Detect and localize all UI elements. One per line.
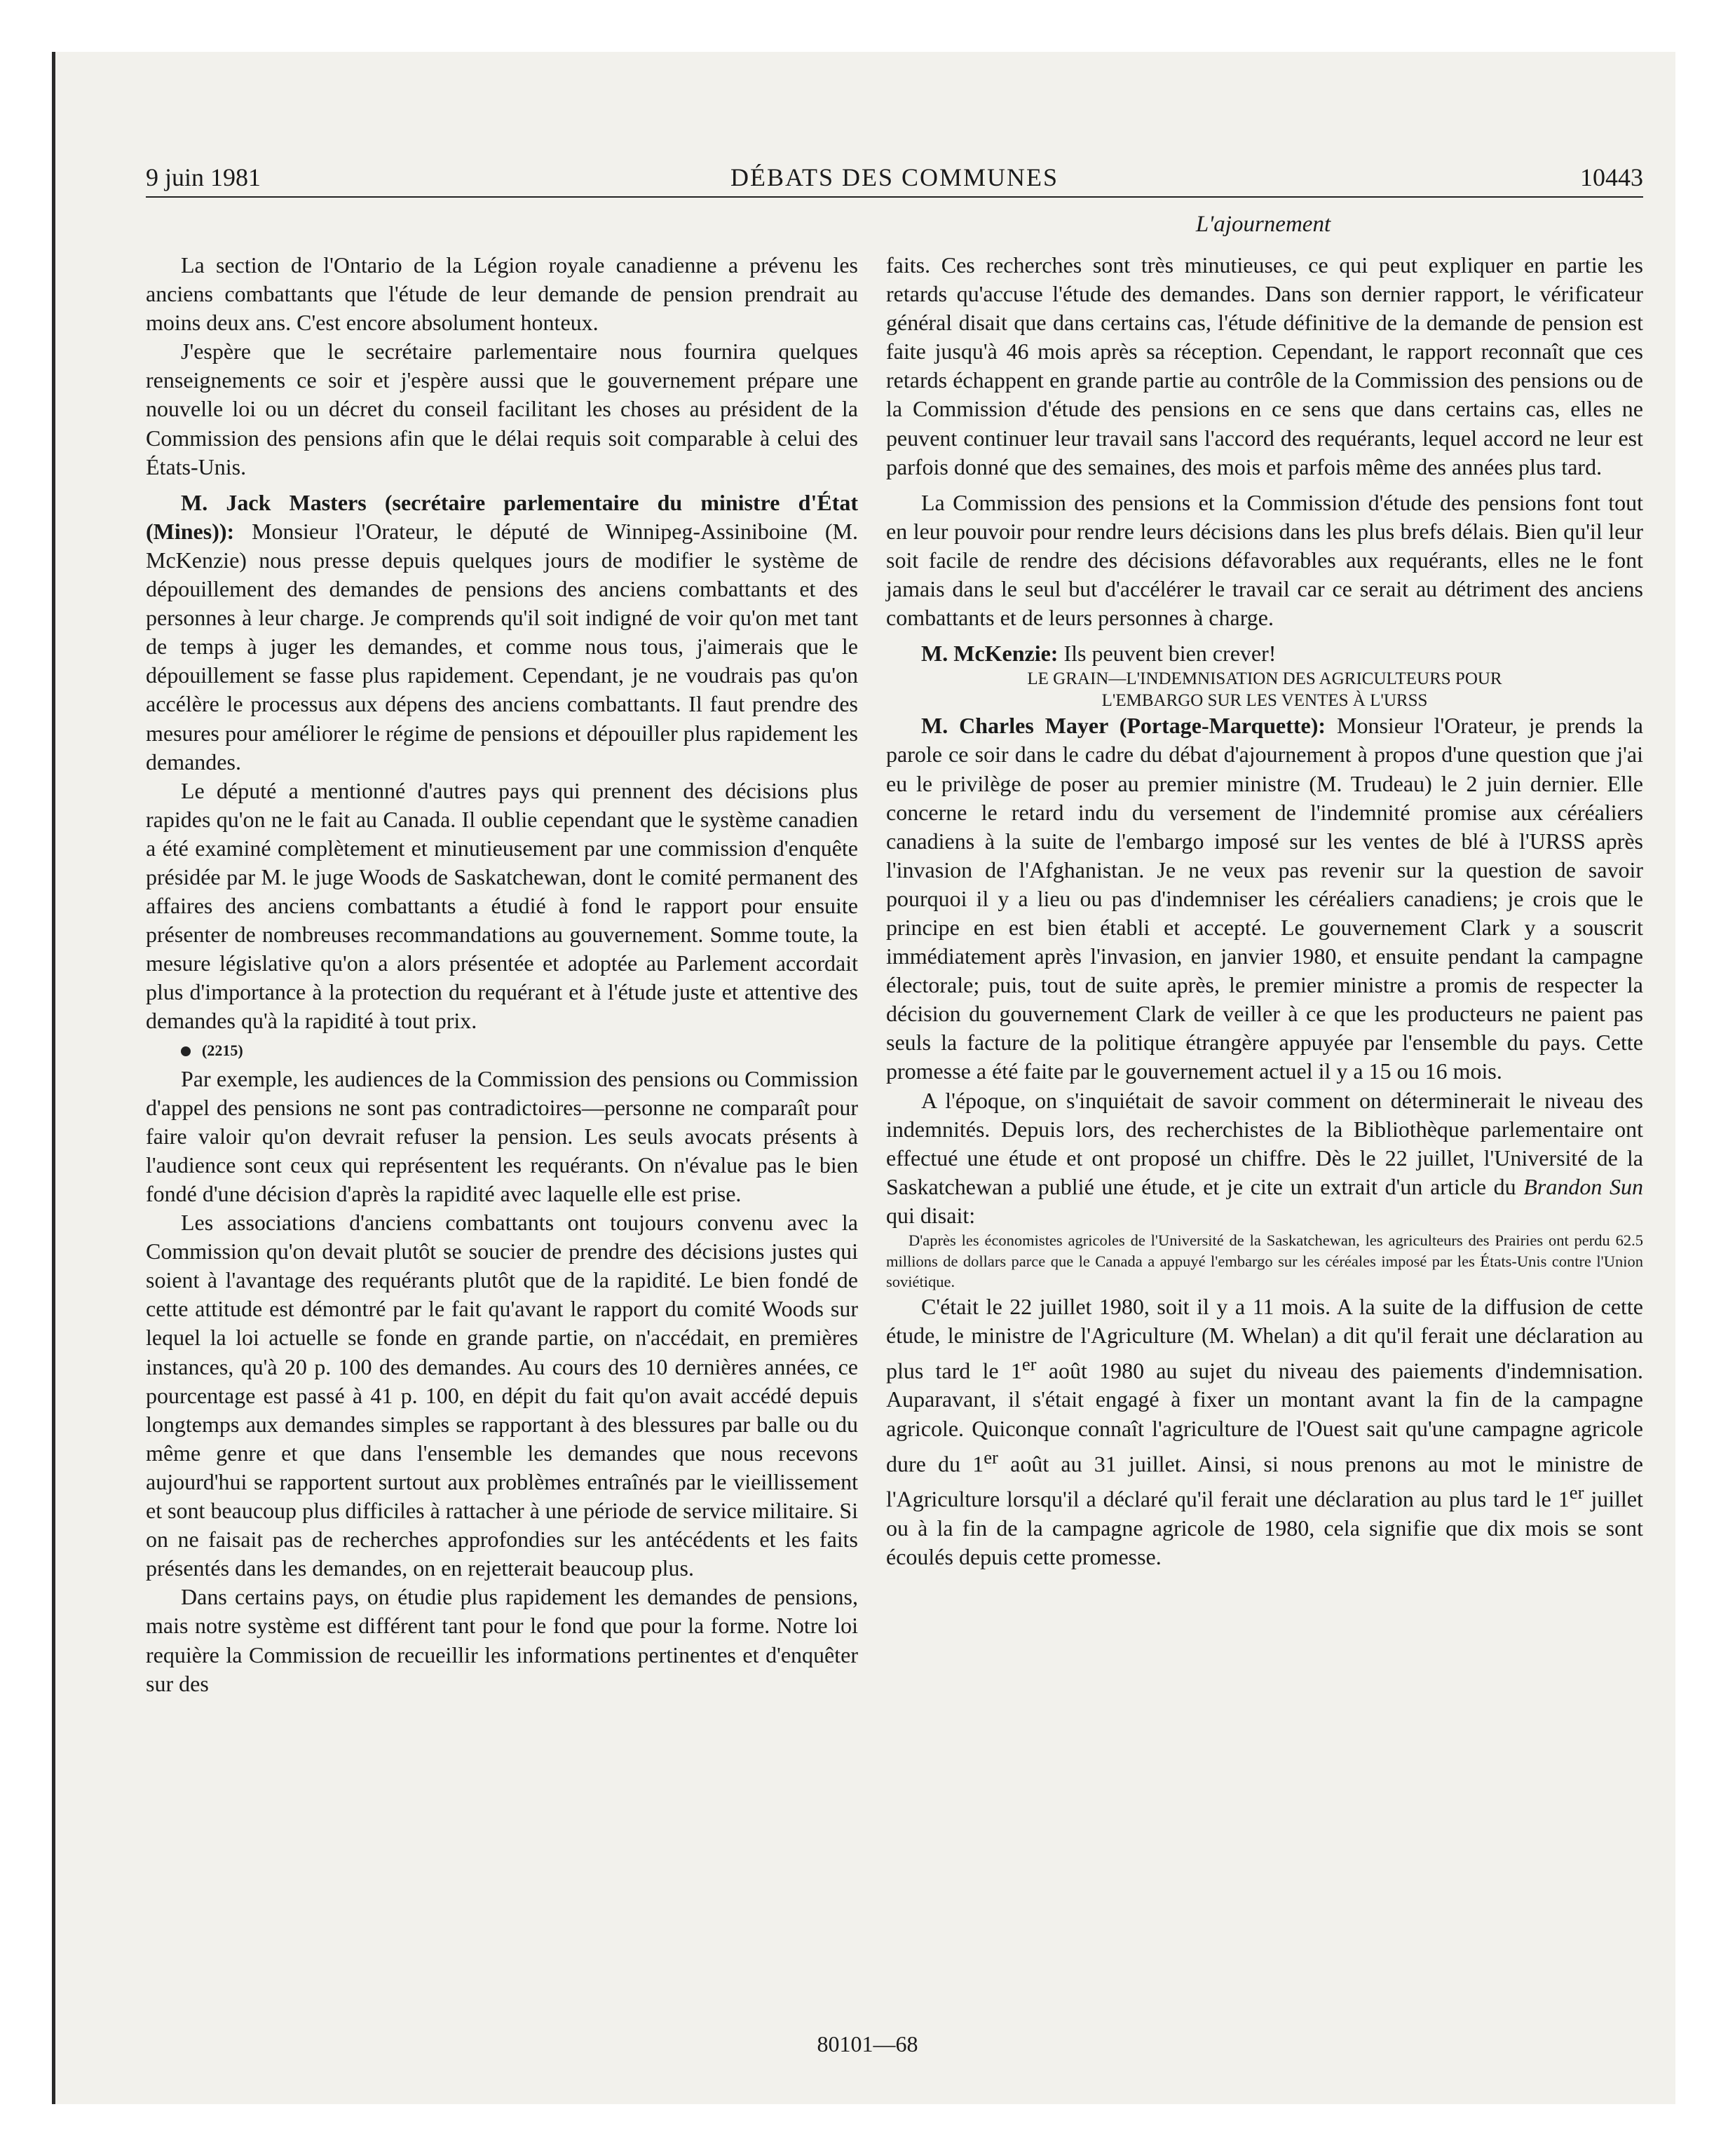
right-column xyxy=(886,251,1643,1571)
paragraph: Le député a mentionné d'autres pays qui prennent des décisions plus rapides qu'on ne le fait au Canada. Il oublie cependant que le système canadien a été examiné complètement et minutieusement par une commission d'enquête présidée par M. le juge Woods de Saskatchewan, dont le comité permanent des affaires des anciens combattants a étudié à fond le rapport pour ensuite présenter de nombreuses recommandations au gouvernement. Somme toute, la mesure législative qu'on a alors présentée et adoptée au Parlement accordait plus d'importance à la protection du requérant et à l'étude juste et attentive des demandes qu'à la rapidité à tout prix. xyxy=(146,777,858,1034)
section-title-line: LE GRAIN—L'INDEMNISATION DES AGRICULTEURS POUR xyxy=(1027,669,1502,689)
paragraph-text: A l'époque, on s'inquiétait de savoir comment on déterminerait le niveau des indemnités. Depuis lors, des recherchistes de la Bibliothèque parlementaire ont effectué une étude et ont proposé un chiffre. Dès le 22 juillet, l'Université de la Saskatchewan a publié une étude, et je cite un extrait d'un article du xyxy=(886,1087,1643,1199)
paragraph: Les associations d'anciens combattants ont toujours convenu avec la Commission qu'on devait plutôt se soucier de prendre des décisions justes qui soient à l'avantage des requérants plutôt que de la rapidité. Le bien fondé de cette attitude est démontré par le fait qu'avant le rapport du comité Woods sur lequel la loi actuelle se fonde en grande partie, on n'accédait, en premières instances, qu'à 20 p. 100 des demandes. Au cours des 10 dernières années, ce pourcentage est passé à 41 p. 100, en dépit du fait qu'on avait accédé depuis longtemps aux demandes simples se rapportant à des blessures par balle ou du même genre et que dans l'ensemble les demandes que nous recevons aujourd'hui se rapportent surtout aux problèmes entraînés par le vieillissement et sont beaucoup plus difficiles à rattacher à une période de service militaire. Si on ne faisait pas de recherches approfondies sur les antécédents et les faits présentés dans les demandes, on en rejetterait beaucoup plus. xyxy=(146,1210,858,1581)
page-header xyxy=(146,160,1643,198)
publication-title: Brandon Sun xyxy=(1523,1173,1644,1199)
section-title-line: L'EMBARGO SUR LES VENTES À L'URSS xyxy=(1101,691,1428,711)
time-marker xyxy=(146,1036,858,1065)
paragraph: J'espère que le secrétaire parlementaire nous fournira quelques renseignements ce soir et j'espère aussi que le gouvernement prépare une nouvelle loi ou un décret du conseil facilitant les choses au président de la Commission des pensions afin que le délai requis soit comparable à celui des États-Unis. xyxy=(146,339,858,479)
speech-paragraph xyxy=(886,711,1643,1086)
superscript: er xyxy=(984,1446,998,1468)
paragraph: La Commission des pensions et la Commission d'étude des pensions font tout en leur pouvoir pour rendre leurs décisions dans les plus brefs délais. Bien qu'il leur soit facile de rendre des décisions défavorables aux requérants, elles ne le font jamais dans le seul but d'accélérer le travail car ce serait au détriment des anciens combattants et de leurs personnes à charge. xyxy=(886,489,1643,631)
paragraph: Dans certains pays, on étudie plus rapidement les demandes de pensions, mais notre système est différent tant pour le fond que pour la forme. Notre loi requière la Commission de recueillir les informations pertinentes et d'enquêter sur des xyxy=(146,1584,858,1696)
time-marker-label: (2215) xyxy=(202,1041,243,1059)
paragraph-text: août 1980 au sujet du niveau des paiements d'indemnisation. Auparavant, il s'était engagé à fixer un montant avant la fin de la campagne agricole. Quiconque connaît l'agriculture de l'Ouest sait qu'une campagne agricole dure du 1 xyxy=(886,1358,1644,1477)
speech-paragraph xyxy=(146,489,858,777)
paragraph xyxy=(886,1292,1643,1572)
paragraph-text: juillet ou à la fin de la campagne agricole de 1980, cela signifie que dix mois se sont écoulés depuis cette promesse. xyxy=(886,1487,1643,1570)
paragraph: faits. Ces recherches sont très minutieuses, ce qui peut expliquer en partie les retards qu'accuse l'étude des demandes. Dans son dernier rapport, le vérificateur général disait que dans certains cas, l'étude définitive de la demande de pension est faite jusqu'à 46 mois après sa réception. Cependant, le rapport reconnaît que ces retards échappent en grande partie au contrôle de la Commission des pensions ou de la Commission d'étude des pensions en ce sens que dans certains cas, elles ne peuvent continuer leur travail sans l'accord des requérants, lequel accord ne leur est parfois donné que des semaines, des mois et parfois même des années plus tard. xyxy=(886,252,1643,479)
header-date: 9 juin 1981 xyxy=(146,163,261,191)
superscript: er xyxy=(1021,1353,1037,1374)
bullet-icon xyxy=(181,1046,191,1056)
speaker-name: M. Charles Mayer (Portage-Marquette): xyxy=(921,713,1326,739)
paragraph-text: C'était le 22 juillet 1980, soit il y a 11 mois. A la suite de la diffusion de cette étude, le ministre de l'Agriculture (M. Whelan) a dit qu'il ferait une déclaration au plus tard le 1 xyxy=(886,1293,1643,1384)
paragraph: Par exemple, les audiences de la Commission des pensions ou Commission d'appel des pensions ne sont pas contradictoires—personne ne comparaît pour faire valoir qu'on devrait refuser la pension. Les seuls avocats présents à l'audience sont ceux qui représentent les requérants. On n'évalue pas le bien fondé d'une décision d'après la rapidité avec laquelle elle est prise. xyxy=(146,1065,858,1206)
page-footer-code: 80101—68 xyxy=(817,2031,918,2056)
left-column xyxy=(146,251,858,1698)
speaker-name: M. Jack Masters (secrétaire parlementaire du ministre d'État (Mines)): xyxy=(146,489,858,544)
block-quote: D'après les économistes agricoles de l'Université de la Saskatchewan, les agriculteurs des Prairies ont perdu 62.5 millions de dollars parce que le Canada a appuyé l'embargo sur les céréales imposé par les États-Unis contre l'Union soviétique. xyxy=(886,1231,1643,1290)
speech-text: Monsieur l'Orateur, je prends la parole ce soir dans le cadre du débat d'ajournement à propos d'une question que j'ai eu le privilège de poser au premier ministre (M. Trudeau) le 2 juin dernier. Elle concerne le retard indu du versement de l'indemnité promise aux céréaliers canadiens à la suite de l'embargo imposé sur les ventes de blé à l'URSS après l'invasion de l'Afghanistan. Je ne veux pas revenir sur la question de savoir pourquoi il y a lieu ou pas d'indemniser les céréaliers canadiens; je crois que le principe en est bien établi et accepté. Le gouvernement Clark y a souscrit immédiatement après l'invasion, en janvier 1980, et ensuite pendant la campagne électorale; puis, tout de suite après, le premier ministre a promis de respecter la décision du gouvernement Clark de veiller à ce que les producteurs ne paient pas seuls la facture de la politique étrangère appuyée par l'ensemble du pays. Cette promesse a été faite par le gouvernement actuel il y a 15 ou 16 mois. xyxy=(886,713,1644,1084)
paragraph-text: qui disait: xyxy=(886,1202,976,1228)
paragraph: La section de l'Ontario de la Légion royale canadienne a prévenu les anciens combattants que l'étude de leur demande de pension prendrait au moins deux ans. C'est encore absolument honteux. xyxy=(146,252,858,336)
section-title xyxy=(886,668,1643,711)
speaker-name: M. McKenzie: xyxy=(921,641,1059,667)
speech-paragraph xyxy=(886,639,1643,668)
header-page-number: 10443 xyxy=(1580,163,1643,191)
paragraph-text: août au 31 juillet. Ainsi, si nous prenons au mot le ministre de l'Agriculture lorsqu'il a déclaré qu'il ferait une déclaration au plus tard le 1 xyxy=(886,1451,1644,1513)
paragraph xyxy=(886,1086,1643,1230)
header-title: DÉBATS DES COMMUNES xyxy=(730,163,1059,191)
speech-text: Monsieur l'Orateur, le député de Winnipeg-Assiniboine (M. McKenzie) nous presse depuis quelques jours de modifier le système de dépouillement des demandes de pensions des anciens combattants et des personnes à leur charge. Je comprends qu'il soit indigné de voir qu'on met tant de temps à juger les demandes, et comme nous tous, j'aimerais que le dépouillement se fasse plus rapidement. Cependant, je ne voudrais pas qu'on accélère le processus aux dépens des anciens combattants. Il faut prendre des mesures pour améliorer le régime de pensions et dépouiller plus rapidement les demandes. xyxy=(146,518,858,775)
superscript: er xyxy=(1569,1482,1584,1503)
speech-text: Ils peuvent bien crever! xyxy=(1058,641,1277,667)
section-subheader: L'ajournement xyxy=(1195,212,1331,237)
